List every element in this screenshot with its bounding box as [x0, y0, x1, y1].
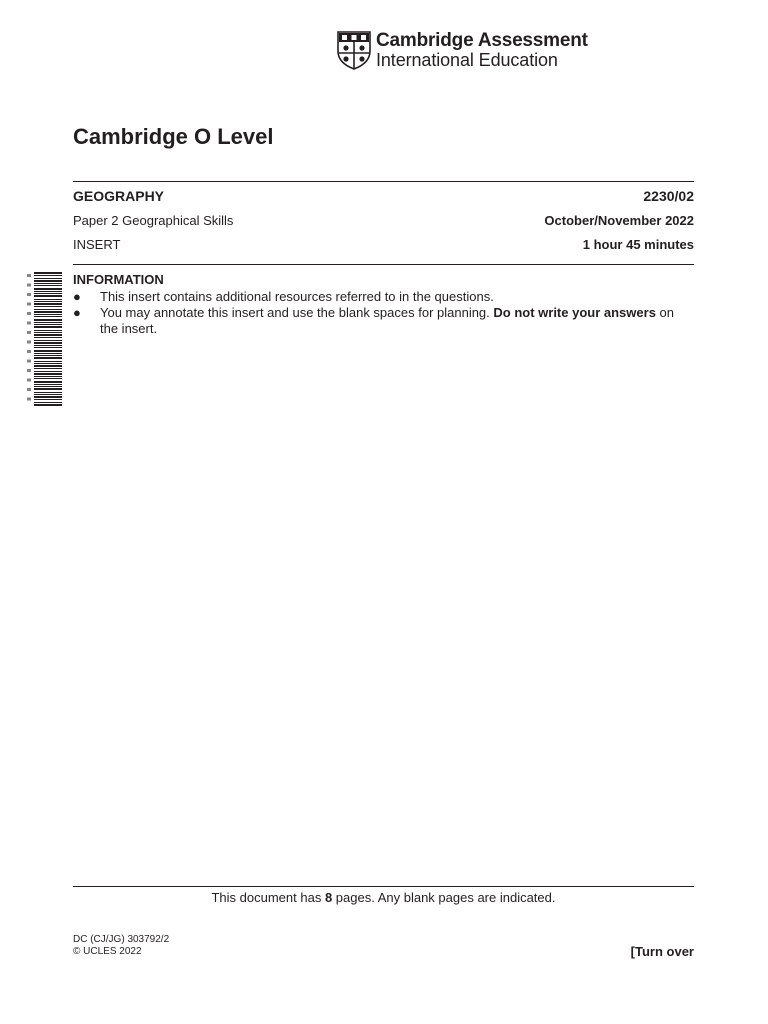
barcode-icon — [26, 270, 64, 410]
information-text-2-start: You may annotate this insert and use the blank spaces for planning. — [100, 305, 494, 320]
information-text-2-emphasis: Do not write your answers — [493, 305, 656, 320]
page-count-note — [73, 890, 694, 905]
information-text-1: This insert contains additional resources referred to in the questions. — [100, 289, 494, 304]
copyright-notice: © UCLES 2022 — [73, 946, 142, 957]
information-list — [73, 289, 694, 337]
paper-code: 2230/02 — [643, 188, 694, 204]
header-rule-bottom — [73, 264, 694, 265]
document-title: Cambridge O Level — [73, 124, 274, 149]
exam-duration: 1 hour 45 minutes — [582, 237, 694, 252]
exam-session: October/November 2022 — [544, 213, 694, 228]
paper-title: Paper 2 Geographical Skills — [73, 213, 234, 228]
information-text-2 — [100, 305, 694, 337]
list-item — [73, 305, 694, 337]
document-reference: DC (CJ/JG) 303792/2 — [73, 934, 170, 945]
logo-line2: International Education — [376, 50, 558, 70]
subject-label: GEOGRAPHY — [73, 188, 165, 204]
header-rule-top — [73, 181, 694, 182]
page-count: 8 — [324, 890, 333, 905]
turn-over-label: [Turn over — [630, 944, 694, 959]
logo-line1: Cambridge Assessment — [376, 30, 588, 51]
footer-rule — [73, 886, 694, 887]
paper-row — [73, 213, 694, 228]
subject-row — [73, 188, 694, 204]
cambridge-logo — [337, 31, 588, 70]
bullet-icon: ● — [73, 305, 81, 320]
list-item — [73, 289, 694, 305]
type-row — [73, 237, 694, 252]
cambridge-shield-icon — [337, 31, 371, 70]
page-count-pre: This document has — [211, 890, 325, 905]
information-heading: INFORMATION — [73, 272, 164, 287]
bullet-icon: ● — [73, 289, 81, 304]
information-text-2-end: on the insert. — [100, 305, 675, 336]
document-type: INSERT — [73, 237, 121, 252]
page-count-post: pages. Any blank pages are indicated. — [332, 890, 556, 905]
